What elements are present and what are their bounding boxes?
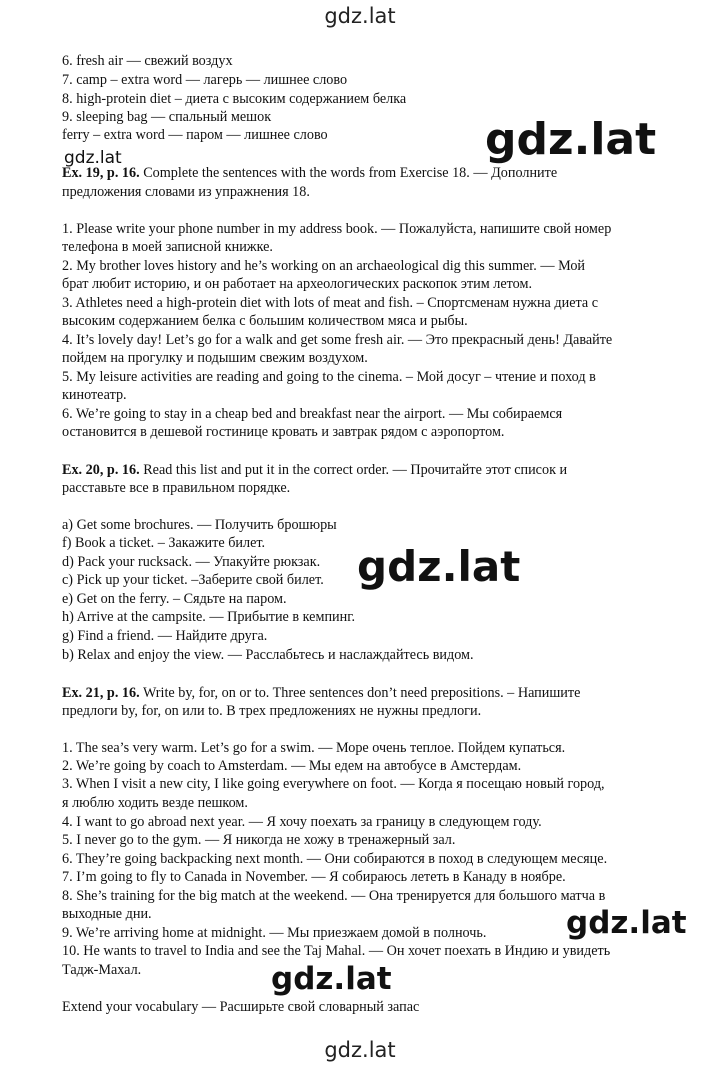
ex20-line: h) Arrive at the campsite. — Прибытие в кемпинг. — [62, 609, 355, 625]
ex20-line: g) Find a friend. — Найдите друга. — [62, 628, 268, 644]
ex20-task-line — [62, 461, 567, 480]
ex21-task-line — [62, 684, 580, 703]
ex21-heading: Ex. 21, p. 16. — [62, 685, 140, 701]
ex19-line: 2. My brother loves history and he’s working on an archaeological dig this summer. — Мой — [62, 258, 586, 274]
list-item: 7. camp – extra word — лагерь — лишнее слово — [62, 72, 348, 88]
watermark: gdz.lat — [271, 961, 392, 997]
header-watermark: gdz.lat — [324, 4, 396, 28]
ex19-line: кинотеатр. — [62, 387, 127, 403]
ex20-line: f) Book a ticket. – Закажите билет. — [62, 535, 266, 551]
ex19-line: 4. It’s lovely day! Let’s go for a walk and get some fresh air. — Это прекрасный день! Давайте — [62, 332, 613, 348]
ex19-line: 1. Please write your phone number in my address book. — Пожалуйста, напишите свой номер — [62, 221, 612, 237]
ex20-line: d) Pack your rucksack. — Упакуйте рюкзак. — [62, 554, 321, 570]
ex19-line: 6. We’re going to stay in a cheap bed and breakfast near the airport. — Мы собираемся — [62, 406, 563, 422]
ex20-task: Read this list and put it in the correct order. — Прочитайте этот список и — [143, 462, 568, 478]
ex20-line: a) Get some brochures. — Получить брошюры — [62, 517, 337, 533]
list-item: ferry – extra word — паром — лишнее слово — [62, 127, 328, 143]
list-item: 9. sleeping bag — спальный мешок — [62, 109, 272, 125]
ex20-line: c) Pick up your ticket. –Заберите свой билет. — [62, 572, 324, 588]
ex19-task: Complete the sentences with the words from Exercise 18. — Дополните — [143, 165, 558, 181]
ex19-line: остановится в дешевой гостинице кровать и завтрак рядом с аэропортом. — [62, 424, 505, 440]
watermark: gdz.lat — [485, 114, 657, 165]
ex19-line: пойдем на прогулку и подышим свежим воздухом. — [62, 350, 368, 366]
list-item: 8. high-protein diet – диета с высоким содержанием белка — [62, 91, 407, 107]
ex21-line: 6. They’re going backpacking next month. — Они собираются в поход в следующем месяце. — [62, 851, 608, 867]
ex20-task-line: расставьте все в правильном порядке. — [62, 480, 291, 496]
ex19-line: высоким содержанием белка с большим количеством мяса и рыбы. — [62, 313, 468, 329]
closing-line: Extend your vocabulary — Расширьте свой словарный запас — [62, 999, 420, 1015]
ex21-line: Тадж-Махал. — [62, 962, 142, 978]
watermark: gdz.lat — [566, 905, 687, 941]
ex21-line: 9. We’re arriving home at midnight. — Мы приезжаем домой в полночь. — [62, 925, 487, 941]
ex21-line: выходные дни. — [62, 906, 152, 922]
ex21-task: Write by, for, on or to. Three sentences don’t need prepositions. – Напишите — [142, 685, 581, 701]
ex20-heading: Ex. 20, p. 16. — [62, 462, 140, 478]
ex19-task-line: предложения словами из упражнения 18. — [62, 184, 310, 200]
ex19-line: телефона в моей записной книжке. — [62, 239, 273, 255]
watermark: gdz.lat — [357, 542, 521, 591]
watermark-small: gdz.lat — [64, 148, 122, 168]
ex19-line: 5. My leisure activities are reading and going to the cinema. – Мой досуг – чтение и поход в — [62, 369, 596, 385]
ex19-heading: Ex. 19, p. 16. — [62, 165, 140, 181]
ex21-line: 10. He wants to travel to India and see the Taj Mahal. — Он хочет поехать в Индию и увидеть — [62, 943, 611, 959]
ex21-line: 1. The sea’s very warm. Let’s go for a swim. — Море очень теплое. Пойдем купаться. — [62, 740, 566, 756]
ex21-line: 2. We’re going by coach to Amsterdam. — Мы едем на автобусе в Амстердам. — [62, 758, 522, 774]
ex19-line: 3. Athletes need a high-protein diet with lots of meat and fish. – Спортсменам нужна диета с — [62, 295, 599, 311]
ex19-task-line — [62, 164, 557, 183]
ex21-line: 4. I want to go abroad next year. — Я хочу поехать за границу в следующем году. — [62, 814, 542, 830]
ex20-line: e) Get on the ferry. – Сядьте на паром. — [62, 591, 287, 607]
ex21-line: 7. I’m going to fly to Canada in November. — Я собираюсь лететь в Канаду в ноябре. — [62, 869, 566, 885]
ex21-line: 5. I never go to the gym. — Я никогда не хожу в тренажерный зал. — [62, 832, 456, 848]
list-item: 6. fresh air — свежий воздух — [62, 53, 233, 69]
ex21-line: 3. When I visit a new city, I like going everywhere on foot. — Когда я посещаю новый город, — [62, 776, 605, 792]
ex19-line: брат любит историю, и он работает на археологических раскопок этим летом. — [62, 276, 532, 292]
ex21-task-line: предлоги by, for, on или to. В трех предложениях не нужны предлоги. — [62, 703, 482, 719]
ex21-line: 8. She’s training for the big match at the weekend. — Она тренируется для большого матча в — [62, 888, 606, 904]
footer-watermark: gdz.lat — [324, 1038, 396, 1062]
ex21-line: я люблю ходить везде пешком. — [62, 795, 248, 811]
ex20-line: b) Relax and enjoy the view. — Расслабьтесь и наслаждайтесь видом. — [62, 647, 474, 663]
